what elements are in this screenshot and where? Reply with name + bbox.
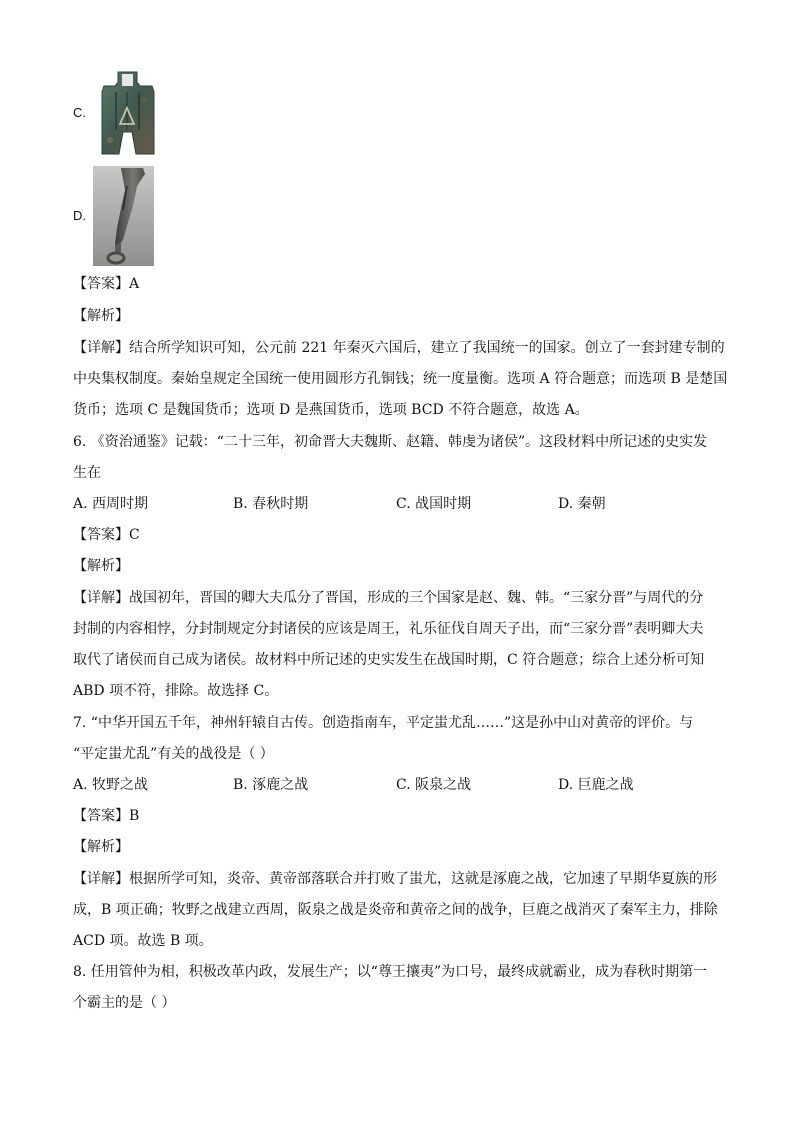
question-stem: 6. 《资治通鉴》记载：“二十三年，初命晋大夫魏斯、赵籍、韩虔为诸侯”。这段材料中所记述的史实发 — [73, 434, 708, 450]
option-a: A. 西周时期 — [73, 496, 149, 512]
question-stem: 8. 任用管仲为相，积极改革内政，发展生产；以“尊王攘夷”为口号，最终成就霸业，成为春秋时期第一 — [73, 964, 708, 980]
option-d-label: D. — [73, 208, 86, 223]
knife-coin-image — [93, 166, 154, 266]
analysis-label: 【解析】 — [73, 839, 129, 855]
answer-line: 【答案】A — [73, 276, 140, 292]
detail-line: 【详解】结合所学知识可知，公元前 221 年秦灭六国后，建立了我国统一的国家。创立了一套封建专制的 — [73, 340, 725, 356]
question-stem: 生在 — [73, 465, 101, 481]
option-b: B. 涿鹿之战 — [233, 777, 309, 793]
detail-line: ACD 项。故选 B 项。 — [73, 933, 213, 949]
answer-line: 【答案】C — [73, 527, 140, 543]
option-c-label: C. — [73, 105, 86, 120]
analysis-label: 【解析】 — [73, 558, 129, 574]
detail-line: 【详解】根据所学可知，炎帝、黄帝部落联合并打败了蚩尤，这就是涿鹿之战，它加速了早期华夏族的形 — [73, 871, 717, 887]
detail-line: 【详解】战国初年，晋国的卿大夫瓜分了晋国，形成的三个国家是赵、魏、韩。“三家分晋”与周代的分 — [73, 590, 704, 606]
option-c: C. 战国时期 — [396, 496, 472, 512]
question-stem: 个霸主的是（ ） — [73, 995, 176, 1011]
detail-line: 货币；选项 C 是魏国货币；选项 D 是燕国货币，选项 BCD 不符合题意，故选 A。 — [73, 402, 589, 418]
option-d: D. 秦朝 — [558, 496, 606, 512]
detail-line: ABD 项不符，排除。故选择 C。 — [73, 683, 279, 699]
answer-line: 【答案】B — [73, 808, 140, 824]
detail-line: 成，B 项正确；牧野之战建立西周，阪泉之战是炎帝和黄帝之间的战争，巨鹿之战消灭了秦军主力，排除 — [73, 902, 718, 918]
detail-line: 中央集权制度。秦始皇规定全国统一使用圆形方孔铜钱；统一度量衡。选项 A 符合题意；而选项 B 是楚国 — [73, 371, 728, 387]
question-stem: 7. “中华开国五千年，神州轩辕自古传。创造指南车，平定蚩尤乱……”这是孙中山对黄帝的评价。与 — [73, 715, 694, 731]
option-b: B. 春秋时期 — [233, 496, 309, 512]
option-a: A. 牧野之战 — [73, 777, 149, 793]
question-stem: “平定蚩尤乱”有关的战役是（ ） — [73, 746, 274, 762]
detail-line: 取代了诸侯而自己成为诸侯。故材料中所记述的史实发生在战国时期，C 符合题意；综合上述分析可知 — [73, 652, 705, 668]
option-d: D. 巨鹿之战 — [558, 777, 634, 793]
detail-line: 封制的内容相悖，分封制规定分封诸侯的应该是周王，礼乐征伐自周天子出，而“三家分晋”表明卿大夫 — [73, 621, 704, 637]
option-c: C. 阪泉之战 — [396, 777, 472, 793]
spade-coin-image — [96, 70, 159, 158]
analysis-label: 【解析】 — [73, 308, 129, 324]
